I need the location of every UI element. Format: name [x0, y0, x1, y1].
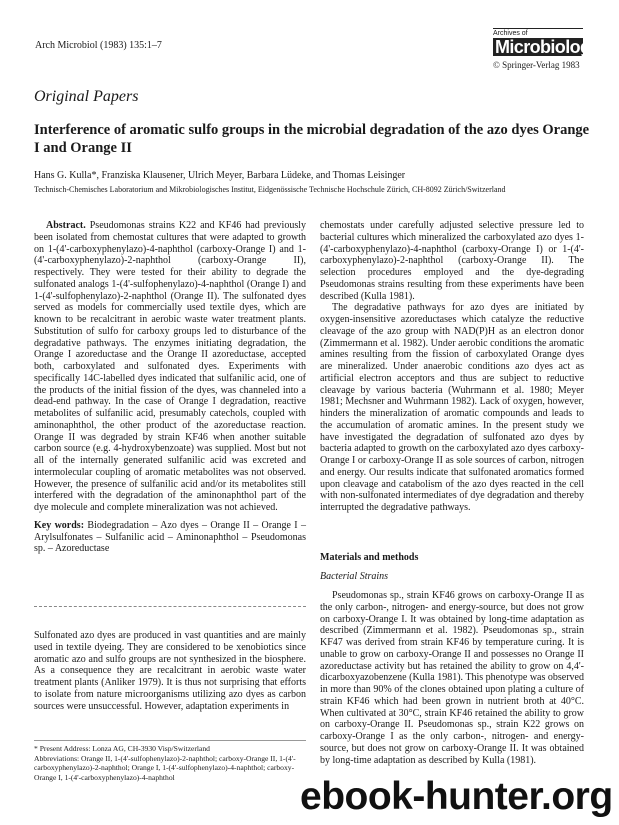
section-heading: Original Papers — [34, 88, 139, 105]
publisher-copyright: © Springer-Verlag 1983 — [493, 60, 580, 70]
abstract-block — [34, 220, 306, 555]
article-title: Interference of aromatic sulfo groups in the microbial degradation of the azo dyes Orange I and Orange II — [34, 122, 590, 156]
journal-logo-small: Archives of — [493, 28, 583, 37]
abstract-text: Pseudomonas strains K22 and KF46 had previously been isolated from chemostat cultures that were adapted to growth on 1-(4'-carboxyphenylazo)-4-naphthol (carboxy-Orange I) and 1-(4'-carboxyphenylazo)-2-naphthol (carboxy-Orange II), respectively. They were tested for their ability to degrade the sulfonated analogs 1-(4'-sulfophenylazo)-4-naphthol (Orange I) and 1-(4'-sulfophenylazo)-2-naphthol (Orange II). The sulfonated dyes served as models for commercially used textile dyes, which are known to be recalcitrant in aerobic waste water treatment plants. Substitution of sulfo for carboxy groups led to disturbance of the degradative pathways. The enzymes initiating degradation, the Orange I azoreductase and the Orange II azoreductase, accepted both, carboxylated and sulfonated dyes. Experiments with specifically 14C-labelled dyes indicated that sulfanilic acid, one of the products of the initial fission of the dyes, was channeled into a dead-end pathway. In the case of Orange I degradation, reactive metabolites of sulfanilic acid, presumably catechols, coupled with aminonaphthol, the other product of the azoreductase reaction. Orange II was degraded by strain KF46 when another suitable carbon source (e.g. 4-hydroxybenzoate) was supplied. Most but not all of the internally generated sulfanilic acid was excreted and intermolecular coupling of aromatic metabolites was not observed. However, the presence of sulfanilic acid and/or its metabolites still interfered with the degradation of the aminonaphthol part of the dye molecule and complete mineralization was not achieved. — [34, 220, 306, 513]
right-para-1: chemostats under carefully adjusted selective pressure led to bacterial cultures which mineralized the carboxylated azo dyes 1-(4'-carboxyphenylazo)-4-naphthol (carboxy-Orange I) or 1-(4'-carboxyphenylazo)-2-naphthol (carboxy-Orange II). The selection procedures employed and the dye-degrading Pseudomonas strains resulting from these experiments have been described (Kulla 1981). — [320, 220, 584, 302]
author-list: Hans G. Kulla*, Franziska Klausener, Ulrich Meyer, Barbara Lüdeke, and Thomas Leisinger — [34, 170, 406, 181]
abstract-label: Abstract. — [46, 220, 86, 231]
strains-heading: Bacterial Strains — [320, 571, 389, 582]
footnote — [34, 740, 306, 782]
right-column — [320, 220, 584, 514]
footnote-address: * Present Address: Lonza AG, CH-3930 Visp/Switzerland — [34, 744, 210, 753]
keywords-label: Key words: — [34, 519, 85, 531]
journal-logo — [493, 28, 600, 70]
right-para-2: The degradative pathways for azo dyes are initiated by oxygen-insensitive azoreductases which catalyze the reductive cleavage of the azo group with NAD(P)H as an electron donor (Zimmermann et al. 1982). Under aerobic conditions the aromatic amines resulting from the fission of carboxylated Orange dyes are mineralized. Under anaerobic conditions azo dyes act as artificial electron acceptors and thus are subject to reductive cleavage by various bacteria (Wuhrmann et al. 1980; Meyer 1981; Mechsner and Wuhrmann 1982). Lack of oxygen, however, hinders the mineralization of aromatic compounds and leads to the accumulation of aromatic amines. In the present study we have investigated the degradation of sulfonated azo dyes by bacteria adapted to growth on the carboxylated azo dyes carboxy-Orange I or carboxy-Orange II as sole sources of carbon, nitrogen and energy. Our results indicate that sulfonated aromatics formed upon cleavage and catabolism of the azo dyes reacted in the cell with non-sulfonated intermediates of dye degradation and thereby interrupted the degradative pathways. — [320, 302, 584, 513]
materials-heading: Materials and methods — [320, 552, 419, 563]
separator-rule — [34, 606, 306, 611]
keywords-text: Biodegradation – Azo dyes – Orange II – Orange I – Arylsulfonates – Sulfanilic acid – Aminonaphthol – Pseudomonas sp. – Azoreductase — [34, 519, 307, 555]
watermark: ebook-hunter.org — [300, 775, 613, 818]
footnote-abbreviations: Abbreviations: Orange II, 1-(4'-sulfophenylazo)-2-naphthol; carboxy-Orange II, 1-(4'-carboxyphenylazo)-2-naphthol; Orange I, 1-(4'-sulfophenylazo)-4-naphthol; carboxy-Orange I, 1-(4'-carboxyphenylazo)-4-naphthol — [34, 753, 296, 782]
introduction — [34, 630, 306, 712]
affiliation: Technisch-Chemisches Laboratorium and Mikrobiologisches Institut, Eidgenössische Technische Hochschule Zürich, CH-8092 Zürich/Switzerland — [34, 185, 506, 194]
journal-citation: Arch Microbiol (1983) 135:1–7 — [35, 40, 162, 51]
strains-text-block — [320, 590, 584, 766]
intro-text: Sulfonated azo dyes are produced in vast quantities and are mainly used in textile dyeing. They are considered to be xenobiotics since aromatic azo and sulfo groups are not synthesized in the biosphere. As a consequence they are recalcitrant in aerobic waste water treatment plants (Anliker 1979). It is thus not surprising that efforts to isolate from nature microorganisms utilizing azo dyes as carbon sources were unsuccessful. However, adaptation experiments in — [34, 630, 306, 712]
journal-logo-name: Microbiology — [495, 37, 600, 57]
right-para-3: Pseudomonas sp., strain KF46 grows on carboxy-Orange II as the only carbon-, nitrogen- and energy-source, but does not grow on carboxy-Orange I. It was obtained by long-time adaptation as described (Zimmermann et al. 1982). Pseudomonas sp., strain KF47 was derived from strain KF46 by temperature curing. It is unable to grow on carboxy-Orange II and possesses no Orange II azoreductase activity but has retained the ability to grow on 4,4'-dicarboxyazobenzene (Kulla 1981). This phenotype was observed in more than 90% of the clones obtained upon plating a culture of strain KF46 which had been grown in nutrient broth at 40°C. When cultivated at 30°C, strain KF46 retained the ability to grow on carboxy-Orange II. Pseudomonas sp., strain K22 grows on carboxy-Orange I as the only carbon-, nitrogen- and energy-source, but does not grow on carboxy-Orange II. It was obtained by long-time adaptation as described by Kulla (1981). — [320, 590, 584, 766]
